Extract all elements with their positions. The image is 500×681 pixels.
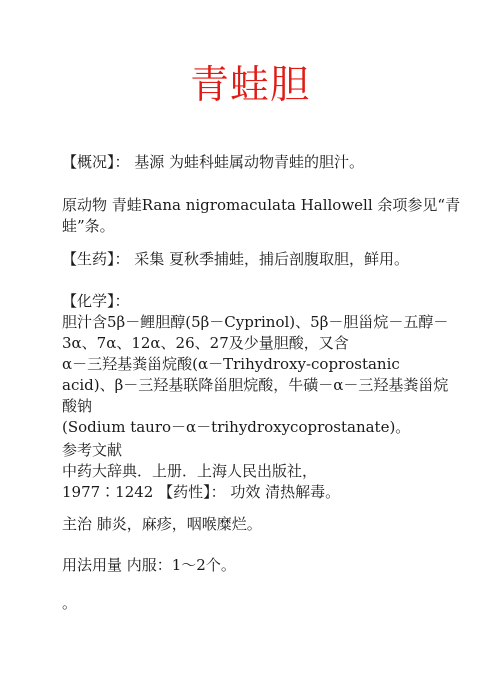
indication-paragraph <box>62 514 482 535</box>
overview-text: 【概况】： 基源 为蛙科蛙属动物青蛙的胆汁。 <box>62 153 365 171</box>
references-line-1: 中药大辞典．上册．上海人民出版社， <box>62 462 318 480</box>
references-section <box>62 440 482 503</box>
references-line-2: 1977∶1242 【药性】： 功效 清热解毒。 <box>62 483 341 501</box>
chemistry-line: 酸钠 <box>62 397 93 415</box>
indication-text: 主治 肺炎，麻疹，咽喉糜烂。 <box>62 515 262 533</box>
trailing-punctuation <box>62 593 482 614</box>
chemistry-line: 胆汁含5β－鲤胆醇(5β－Cyprinol)、5β－胆甾烷－五醇－ <box>62 313 449 331</box>
origin-paragraph <box>62 195 482 237</box>
chemistry-line: (Sodium tauro－α－trihydroxycoprostanate)。 <box>62 418 411 436</box>
chemistry-heading: 【化学】： <box>62 292 130 310</box>
chemistry-line: α－三羟基粪甾烷酸(α－Trihydroxy-coprostanic <box>62 355 400 373</box>
usage-paragraph <box>62 555 482 576</box>
production-paragraph <box>62 249 482 270</box>
document-title: 青蛙胆 <box>189 63 310 108</box>
usage-text: 用法用量 内服：1～2个。 <box>62 556 236 574</box>
production-text: 【生药】： 采集 夏秋季捕蛙，捕后剖腹取胆，鲜用。 <box>62 250 410 268</box>
chemistry-section <box>62 291 482 438</box>
origin-line-2: 蛙”条。 <box>62 217 115 235</box>
chemistry-line: acid)、β－三羟基联降甾胆烷酸，牛磺－α－三羟基粪甾烷 <box>62 376 449 394</box>
chemistry-line: 3α、7α、12α、26、27及少量胆酸，又含 <box>62 334 349 352</box>
overview-paragraph <box>62 152 482 173</box>
trailing-mark: 。 <box>62 594 78 612</box>
references-heading: 参考文献 <box>62 441 123 459</box>
origin-line-1: 原动物 青蛙Rana nigromaculata Hallowell 余项参见“青 <box>62 196 461 214</box>
